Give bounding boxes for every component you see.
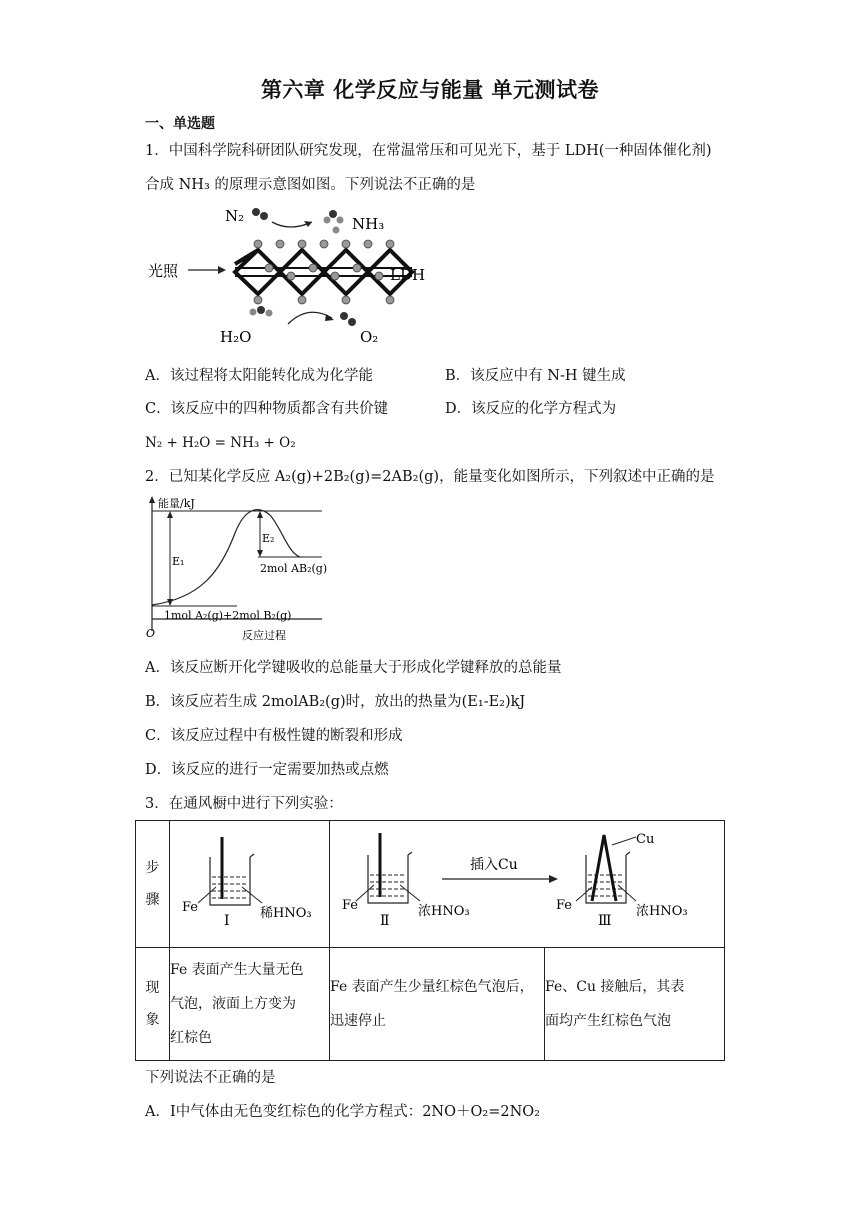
q3-option-a: A．Ⅰ中气体由无色变红棕色的化学方程式：2NO＋O₂=2NO₂ [145, 1104, 540, 1120]
q2-option-a: A．该反应断开化学键吸收的总能量大于形成化学键释放的总能量 [145, 660, 562, 676]
e1-label: E₁ [172, 555, 185, 568]
observation-3: Fe、Cu 接触后，其表 面均产生红棕色气泡 [545, 948, 725, 1061]
observation-1: Fe 表面产生大量无色 气泡，液面上方变为 红棕色 [170, 948, 330, 1061]
section-heading: 一、单选题 [145, 116, 215, 132]
svg-text:Ⅰ: Ⅰ [224, 913, 230, 929]
e2-label: E₂ [262, 532, 275, 545]
q3-after-table: 下列说法不正确的是 [145, 1070, 276, 1086]
svg-text:Fe: Fe [342, 898, 359, 913]
q1-option-d-equation: N₂ + H₂O = NH₃ + O₂ [145, 435, 296, 451]
svg-text:Fe: Fe [182, 900, 199, 915]
ldh-diagram [140, 200, 440, 350]
q2-option-b: B．该反应若生成 2molAB₂(g)时，放出的热量为(E₁-E₂)kJ [145, 694, 526, 710]
q2-stem: 2．已知某化学反应 A₂(g)+2B₂(g)=2AB₂(g)，能量变化如图所示，下列叙述中正确的是 [145, 469, 715, 485]
experiment-table [135, 820, 725, 1061]
page-title: 第六章 化学反应与能量 单元测试卷 [260, 77, 600, 102]
q1-option-c: C．该反应中的四种物质都含有共价键 [145, 401, 389, 417]
svg-text:Ⅱ: Ⅱ [380, 913, 390, 929]
step-1-cell [170, 821, 330, 948]
q2-option-d: D．该反应的进行一定需要加热或点燃 [145, 762, 389, 778]
q2-option-c: C．该反应过程中有极性键的断裂和形成 [145, 728, 403, 744]
svg-text:稀HNO₃: 稀HNO₃ [260, 906, 312, 921]
svg-text:插入Cu: 插入Cu [470, 857, 518, 873]
origin-label: O [146, 627, 156, 640]
q1-stem-line2: 合成 NH₃ 的原理示意图如图。下列说法不正确的是 [145, 177, 476, 193]
beaker-1 [170, 821, 329, 943]
q1-option-a: A．该过程将太阳能转化成为化学能 [145, 368, 373, 384]
observations-label: 现 象 [136, 948, 170, 1061]
step-2-3-cell [330, 821, 725, 948]
n2-label: N₂ [225, 207, 245, 225]
reactants-label: 1mol A₂(g)+2mol B₂(g) [164, 609, 292, 622]
q1-option-b: B．该反应中有 N-H 键生成 [445, 368, 626, 384]
nh3-label: NH₃ [352, 215, 385, 233]
q3-stem: 3．在通风橱中进行下列实验： [145, 796, 343, 812]
h2o-label: H₂O [220, 328, 252, 346]
x-axis-label: 反应过程 [242, 629, 286, 642]
observation-2: Fe 表面产生少量红棕色气泡后， 迅速停止 [330, 948, 545, 1061]
products-label: 2mol AB₂(g) [260, 562, 328, 575]
svg-text:Ⅲ: Ⅲ [598, 913, 612, 929]
steps-label: 步 骤 [136, 821, 170, 948]
svg-text:Fe: Fe [556, 898, 573, 913]
o2-label: O₂ [360, 328, 379, 346]
svg-text:浓HNO₃: 浓HNO₃ [418, 904, 470, 919]
svg-text:Cu: Cu [636, 832, 655, 847]
svg-text:浓HNO₃: 浓HNO₃ [636, 904, 688, 919]
q1-option-d: D．该反应的化学方程式为 [445, 401, 617, 417]
ldh-label: LDH [390, 266, 426, 284]
y-axis-label: 能量/kJ [158, 497, 195, 510]
energy-diagram [140, 493, 340, 648]
q1-stem-line1: 1．中国科学院科研团队研究发现，在常温常压和可见光下，基于 LDH(一种固体催化剂) [145, 143, 712, 159]
beakers-2-3 [330, 821, 724, 943]
light-label: 光照 [148, 262, 179, 280]
